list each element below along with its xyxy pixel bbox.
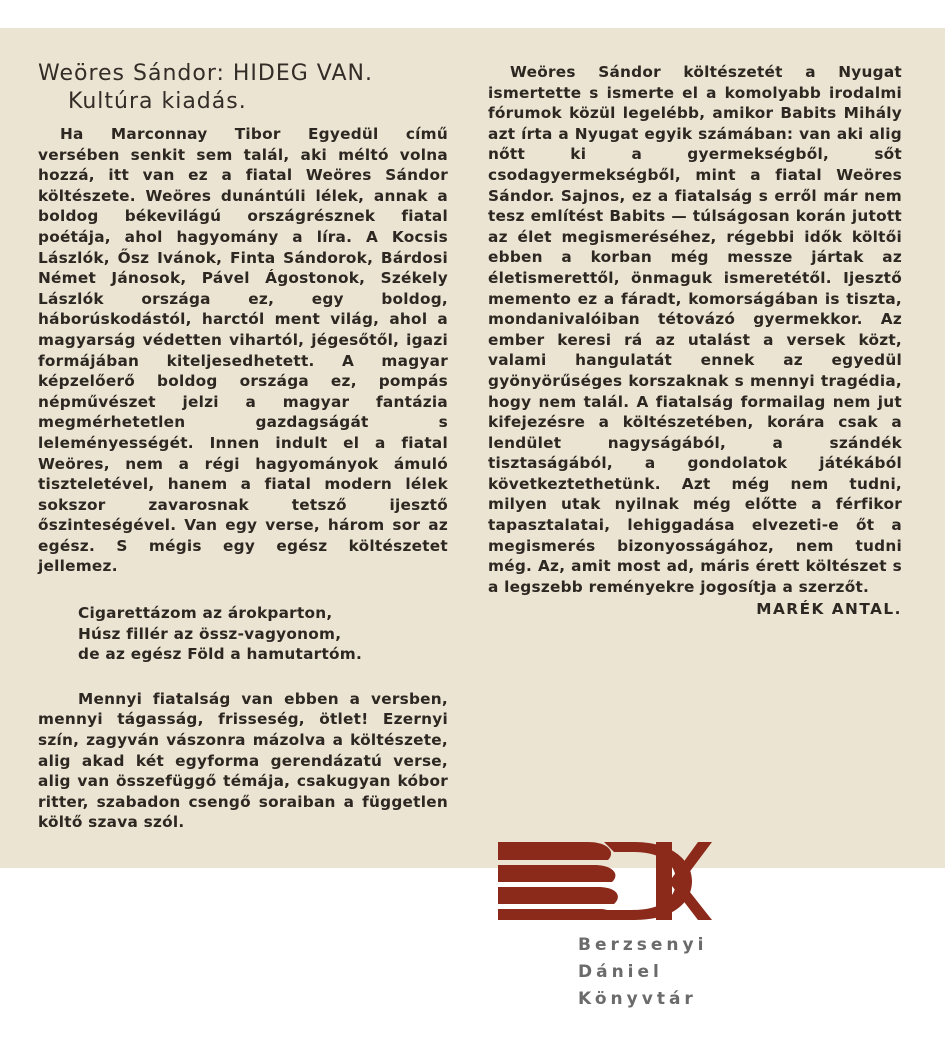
title-line-2: Kultúra kiadás. xyxy=(68,89,247,114)
article-left-column xyxy=(38,60,448,833)
library-name xyxy=(578,932,707,1013)
poem xyxy=(78,603,448,665)
paragraph-1: Ha Marconnay Tibor Egyedül című versében senkit sem talál, aki méltó volna hozzá, itt van ez a fiatal Weöres Sándor költészete. Weöres dunántúli lélek, annak a boldog békevilágú országrésznek fiatal poétája, ahol hagyomány a líra. A Kocsis Lászlók, Ősz Ivánok, Finta Sándorok, Bárdosi Német Jánosok, Pável Ágostonok, Székely Lászlók országa ez, egy boldog, háborúskodástól, harctól ment világ, ahol a magyarság védetten vihartól, jégesőtől, igazi formájában kiteljesedhetett. A magyar képzelőerő boldog országa ez, pompás népművészet jelzi a magyar fantázia megmérhetetlen gazdagságát s leleményességét. Innen indult el a fiatal Weöres, nem a régi hagyományok ámuló tiszteletével, hanem a fiatal modern lélek sokszor zavarosnak tetsző ijesztő őszinteségével. Van egy verse, három sor az egész. S mégis egy egész költészetet jellemez. xyxy=(38,125,448,576)
poem-line-1: Cigarettázom az árokparton, xyxy=(78,604,333,623)
poem-line-2: Húsz fillér az össz-vagyonom, xyxy=(78,624,342,643)
article-right-column xyxy=(488,62,902,620)
paragraph-2: Mennyi fiatalság van ebben a versben, mennyi tágasság, frisseség, ötlet! Ezernyi szín, zagyván vászonra mázolva a költészete, alig akad két egyforma gerendázatú verse, alig van összefüggő témája, csakugyan kóbor ritter, szabadon csengő soraiban a független költő szava szól. xyxy=(38,689,448,832)
library-name-line-1: Berzsenyi xyxy=(578,935,708,955)
paragraph-3: Weöres Sándor költészetét a Nyugat ismertette s ismerte el a komolyabb irodalmi fórumok közül legelébb, amikor Babits Mihály azt írta a Nyugat egyik számában: van aki alig nőtt ki a gyermekségből, sőt csodagyermekségből, mint a fiatal Weöres Sándor. Sajnos, ez a fiatalság s erről már nem tesz említést Babits — túlságosan korán jutott az élet megismeréséhez, régebbi idők költői ebben a korban még messze jártak az életismerettől, önmaguk ismeretétől. Ijesztő memento ez a fáradt, komorságában is tiszta, mondanivalóiban tétovázó gyermekkor. Az ember keresi rá az utalást a versek közt, valami hangulatát ennek az egyedül gyönyörűséges korszaknak s mennyi tragédia, hogy nem talál. A fiatalság formailag nem jut kifejezésre a költészetében, korára csak a lendület nagyságából, a szándék tisztaságából, a gondolatok játékából következtethetünk. Azt még nem tudni, milyen utak nyilnak még előtte a férfikor tapasztalatai, lehiggadása elvezeti-e őt a megismerés bizonyosságához, nem tudni még. Az, amit most ad, máris érett költészet s a legszebb reményekre jogosítja a szerzőt. xyxy=(488,63,902,596)
library-name-line-2: Dániel xyxy=(578,962,663,982)
poem-line-3: de az egész Föld a hamutartóm. xyxy=(78,645,363,664)
author-signature: MARÉK ANTAL. xyxy=(756,600,902,619)
library-name-line-3: Könyvtár xyxy=(578,989,697,1009)
title-line-1: Weöres Sándor: HIDEG VAN. xyxy=(38,61,373,86)
library-logo-icon xyxy=(496,838,712,922)
article-title xyxy=(38,60,448,116)
